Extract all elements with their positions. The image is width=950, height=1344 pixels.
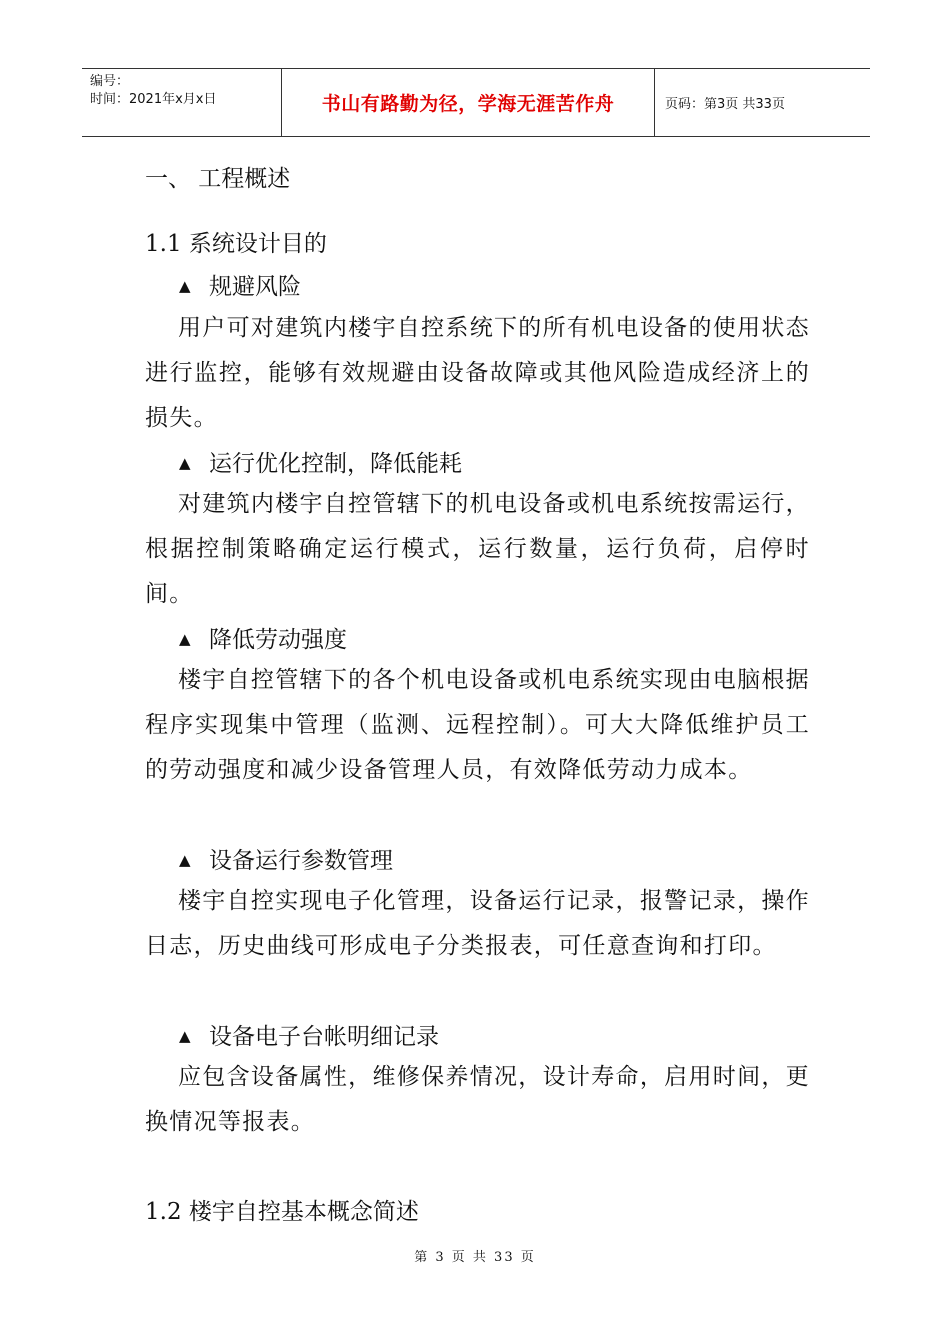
- bullet-heading-text: 设备运行参数管理: [209, 848, 393, 874]
- doc-number-label: 编号：: [90, 74, 130, 89]
- paragraph: 对建筑内楼宇自控管辖下的机电设备或机电系统按需运行，根据控制策略确定运行模式，运行数量，运行负荷，启停时间。: [145, 491, 810, 607]
- subsection-title-1-2: 1.2 楼宇自控基本概念简述: [145, 1199, 419, 1225]
- triangle-bullet-icon: ▲: [179, 851, 191, 869]
- page-footer: 第 3 页 共 33 页: [414, 1250, 536, 1265]
- triangle-bullet-icon: ▲: [179, 630, 191, 648]
- header-page-info: 页码：第3页 共33页: [665, 97, 785, 112]
- doc-time-label: 时间：2021年x月x日: [90, 92, 217, 107]
- header-meta: [82, 69, 282, 136]
- subsection-title-1-1: 1.1 系统设计目的: [145, 231, 327, 257]
- paragraph: 楼宇自控实现电子化管理，设备运行记录，报警记录，操作日志，历史曲线可形成电子分类报表，可任意查询和打印。: [145, 888, 810, 959]
- bullet-heading: [179, 621, 347, 654]
- triangle-bullet-icon: ▲: [179, 1027, 191, 1045]
- bullet-heading-text: 设备电子台帐明细记录: [209, 1024, 439, 1050]
- bullet-heading-text: 运行优化控制，降低能耗: [209, 451, 462, 477]
- paragraph: 用户可对建筑内楼宇自控系统下的所有机电设备的使用状态进行监控，能够有效规避由设备故障或其他风险造成经济上的损失。: [145, 315, 810, 431]
- paragraph: 应包含设备属性，维修保养情况，设计寿命，启用时间，更换情况等报表。: [145, 1064, 810, 1135]
- bullet-heading-text: 降低劳动强度: [209, 627, 347, 653]
- section-title: 一、 工程概述: [145, 166, 291, 192]
- paragraph: 楼宇自控管辖下的各个机电设备或机电系统实现由电脑根据程序实现集中管理（监测、远程控制）。可大大降低维护员工的劳动强度和减少设备管理人员，有效降低劳动力成本。: [145, 667, 810, 783]
- bullet-heading: [179, 445, 462, 478]
- page-header: [82, 68, 870, 137]
- triangle-bullet-icon: ▲: [179, 277, 191, 295]
- bullet-heading: [179, 842, 393, 875]
- bullet-heading-text: 规避风险: [209, 274, 301, 300]
- triangle-bullet-icon: ▲: [179, 454, 191, 472]
- header-motto: 书山有路勤为径，学海无涯苦作舟: [321, 93, 615, 115]
- header-page-info-cell: [655, 69, 870, 136]
- bullet-heading: [179, 268, 301, 301]
- bullet-heading: [179, 1018, 439, 1051]
- header-motto-cell: [282, 69, 655, 136]
